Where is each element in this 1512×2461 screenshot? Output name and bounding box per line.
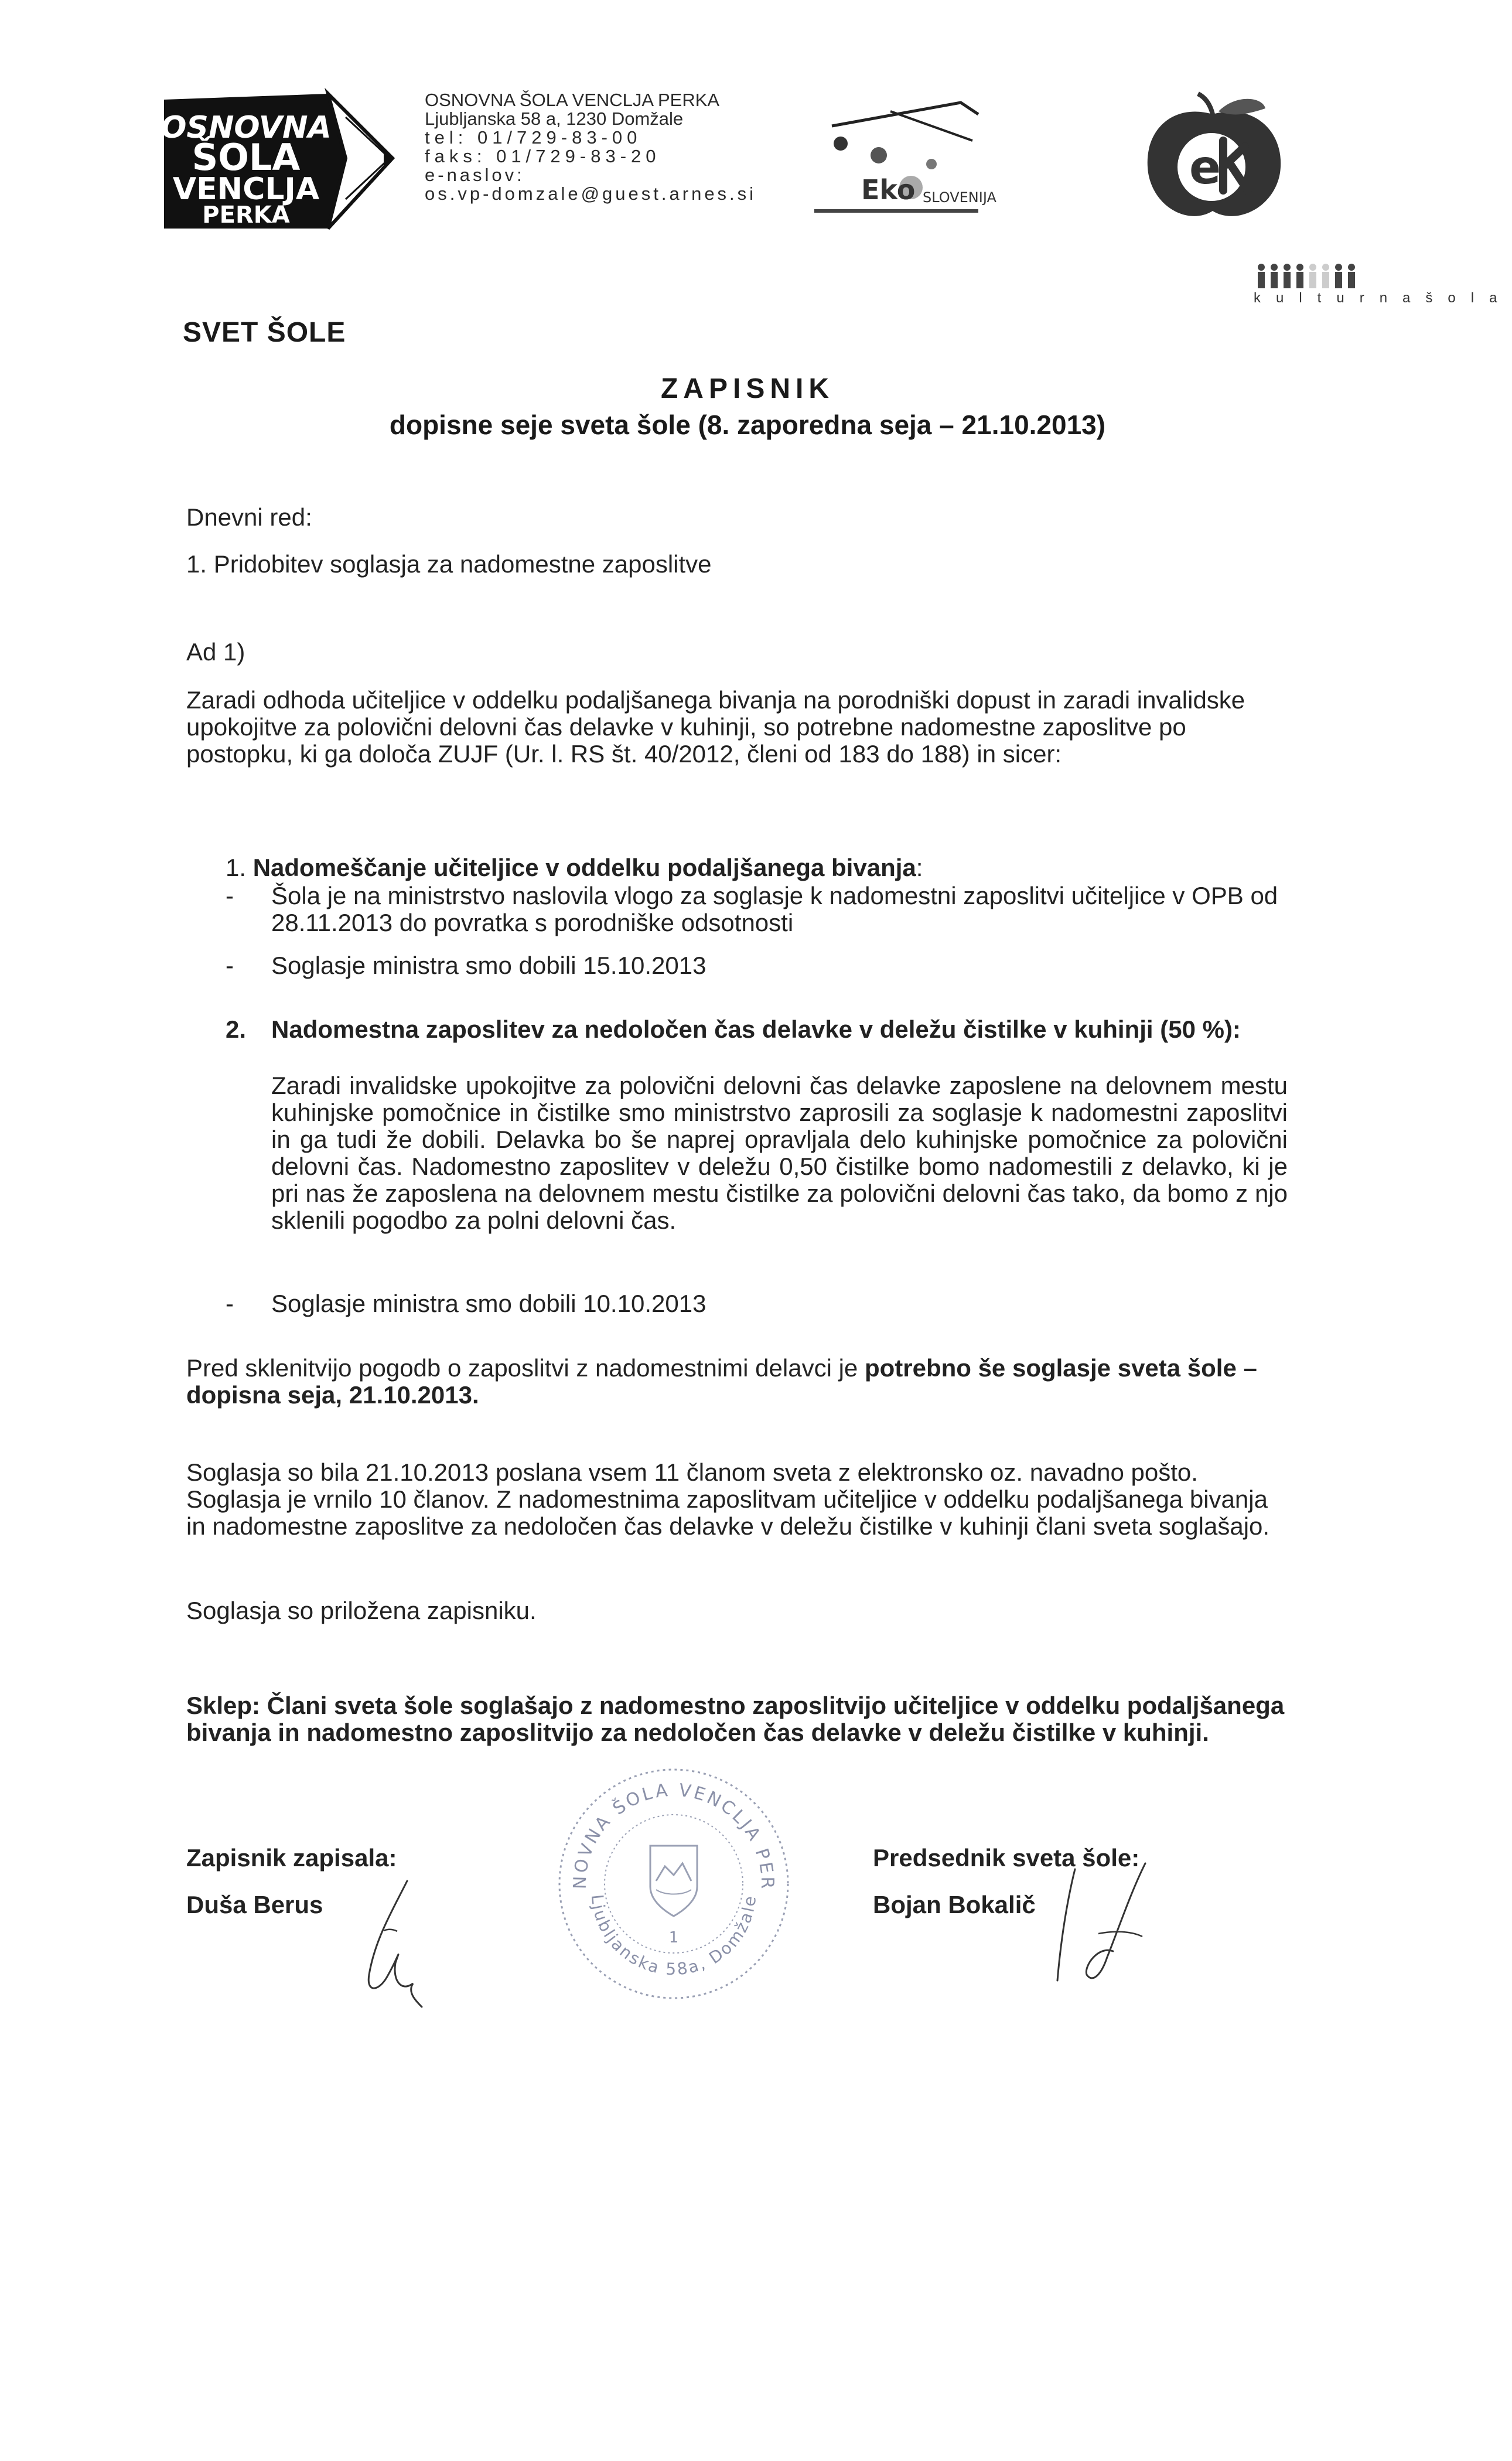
school-address [425,91,756,203]
stamp-top-text: NOVNA ŠOLA VENCLJA PER [569,1780,778,1891]
item1-bullet-2-text: Soglasje ministra smo dobili 15.10.2013 [271,952,706,979]
email-line: os.vp-domzale@guest.arnes.si [425,183,757,204]
svg-text:VENCLJA: VENCLJA [172,172,320,207]
kulturna-sola-label: kulturnašola [1254,290,1512,306]
item2-title: Nadomestna zaposlitev za nedoločen čas delavke v deležu čistilke v kuhinji (50 %): [271,1015,1241,1043]
approval-needed-emphasis: potrebno še soglasje sveta šole – dopisna seja, 21.10.2013. [186,1354,1257,1409]
street-line: Ljubljanska 58 a, 1230 Domžale [425,108,684,129]
item1-bullet-1-text: Šola je na ministrstvo naslovila vlogo za soglasje k nadomestni zaposlitvi učiteljice v OPB od 28.11.2013 do povratka s porodniške odsotnosti [271,882,1278,936]
approval-needed-text: Pred sklenitvijo pogodb o zaposlitvi z nadomestnimi delavci je [186,1354,865,1382]
item2-heading [226,1016,1280,1043]
left-handwritten-signature [351,1875,445,2010]
item2-paragraph: Zaradi invalidske upokojitve za polovični delovni čas delavke zaposlene na delovnem mestu kuhinjske pomočnice in čistilke smo ministrstvo zaprosili za soglasje k nadomestni zaposlitvi in ga tudi že dobili. Delavka bo še naprej opravljala delo kuhinjske pomočnice za polovični delovni čas. Nadomestno zaposlitev v deležu 0,50 čistilke bomo nadomestili z delavko, ki je pri nas že zaposlena na delovnem mestu čistilke za polovični delovni čas tako, da bomo z njo sklenili pogodbo za polni delovni čas. [271,1072,1288,1234]
left-signatory-role: Zapisnik zapisala: [186,1844,397,1872]
ad1-heading: Ad 1) [186,638,245,666]
right-signatory-name: Bojan Bokalič [873,1891,1036,1918]
item1-colon: : [916,854,923,881]
item1-title: Nadomeščanje učiteljice v oddelku podaljšanega bivanja [252,854,916,881]
left-signatory-name: Duša Berus [186,1891,323,1918]
item2-bullet: - Soglasje ministra smo dobili 10.10.2013 [226,1290,1286,1317]
svg-text:e: e [1189,140,1221,195]
agenda-item: 1. Pridobitev soglasja za nadomestne zaposlitve [186,550,712,578]
stamp-bottom-text: Ljubljanska 58a, Domžale [587,1893,760,1979]
school-stamp [548,1758,800,2010]
item1-number: 1. [226,854,247,881]
council-name: SVET ŠOLE [183,317,346,348]
apple-logo [1136,91,1289,226]
kulturna-sola-figures [1257,263,1362,292]
document-subtitle: dopisne seje sveta šole (8. zaporedna seja – 21.10.2013) [389,410,1106,440]
item1-bullet-1: - Šola je na ministrstvo naslovila vlogo za soglasje k nadomestni zaposlitvi učiteljice v OPB od 28.11.2013 do povratka s porodniške odsotnosti [226,882,1286,936]
resolution: Sklep: Člani sveta šole soglašajo z nadomestno zaposlitvijo učiteljice v oddelku podaljšanega bivanja in nadomestno zaposlitvijo za nedoločen čas delavke v deležu čistilke v kuhinji. [186,1692,1285,1746]
eko-schools-logo [808,79,996,226]
svg-text:ŠOLA: ŠOLA [192,136,301,179]
svg-text:Eko: Eko [861,174,916,206]
consents-paragraph: Soglasja so bila 21.10.2013 poslana vsem 11 članom sveta z elektronsko oz. navadno pošto. Soglasja je vrnilo 10 članov. Z nadomestnima zaposlitvam učiteljice v oddelku podaljšanega bivanja in nadomestne zaposlitve za nedoločen čas delavke v deležu čistilke v kuhinji člani sveta soglašajo. [186,1458,1270,1540]
phone-line: tel: 01/729-83-00 [425,127,642,148]
school-logo [152,82,398,246]
approval-needed-paragraph [186,1355,1288,1409]
agenda-heading: Dnevni red: [186,503,312,531]
stamp-number: 1 [668,1929,679,1947]
svg-text:PERKA: PERKA [202,202,290,229]
email-label-line: e-naslov: [425,165,525,185]
right-handwritten-signature [1043,1857,1160,1998]
document-title: ZAPISNIK [660,373,834,404]
item2-number: 2. [226,1015,247,1043]
item2-bullet-text: Soglasje ministra smo dobili 10.10.2013 [271,1290,706,1317]
school-name-line: OSNOVNA ŠOLA VENCLJA PERKA [425,90,720,110]
svg-text:OSNOVNA: OSNOVNA [161,110,332,145]
consents-attached-note: Soglasja so priložena zapisniku. [186,1597,537,1624]
right-signatory-role: Predsednik sveta šole: [873,1844,1140,1872]
item1-heading [226,854,923,881]
ad1-intro-paragraph: Zaradi odhoda učiteljice v oddelku podaljšanega bivanja na porodniški dopust in zaradi invalidske upokojitve za polovični delovni čas delavke v kuhinji, so potrebne nadomestne zaposlitve po postopku, ki ga določa ZUJF (Ur. l. RS št. 40/2012, členi od 183 do 188) in sicer: [186,686,1245,768]
eko-slovenija-label: SLOVENIJA [923,189,996,206]
fax-line: faks: 01/729-83-20 [425,146,661,166]
item1-bullet-2: - Soglasje ministra smo dobili 15.10.2013 [226,952,1286,979]
